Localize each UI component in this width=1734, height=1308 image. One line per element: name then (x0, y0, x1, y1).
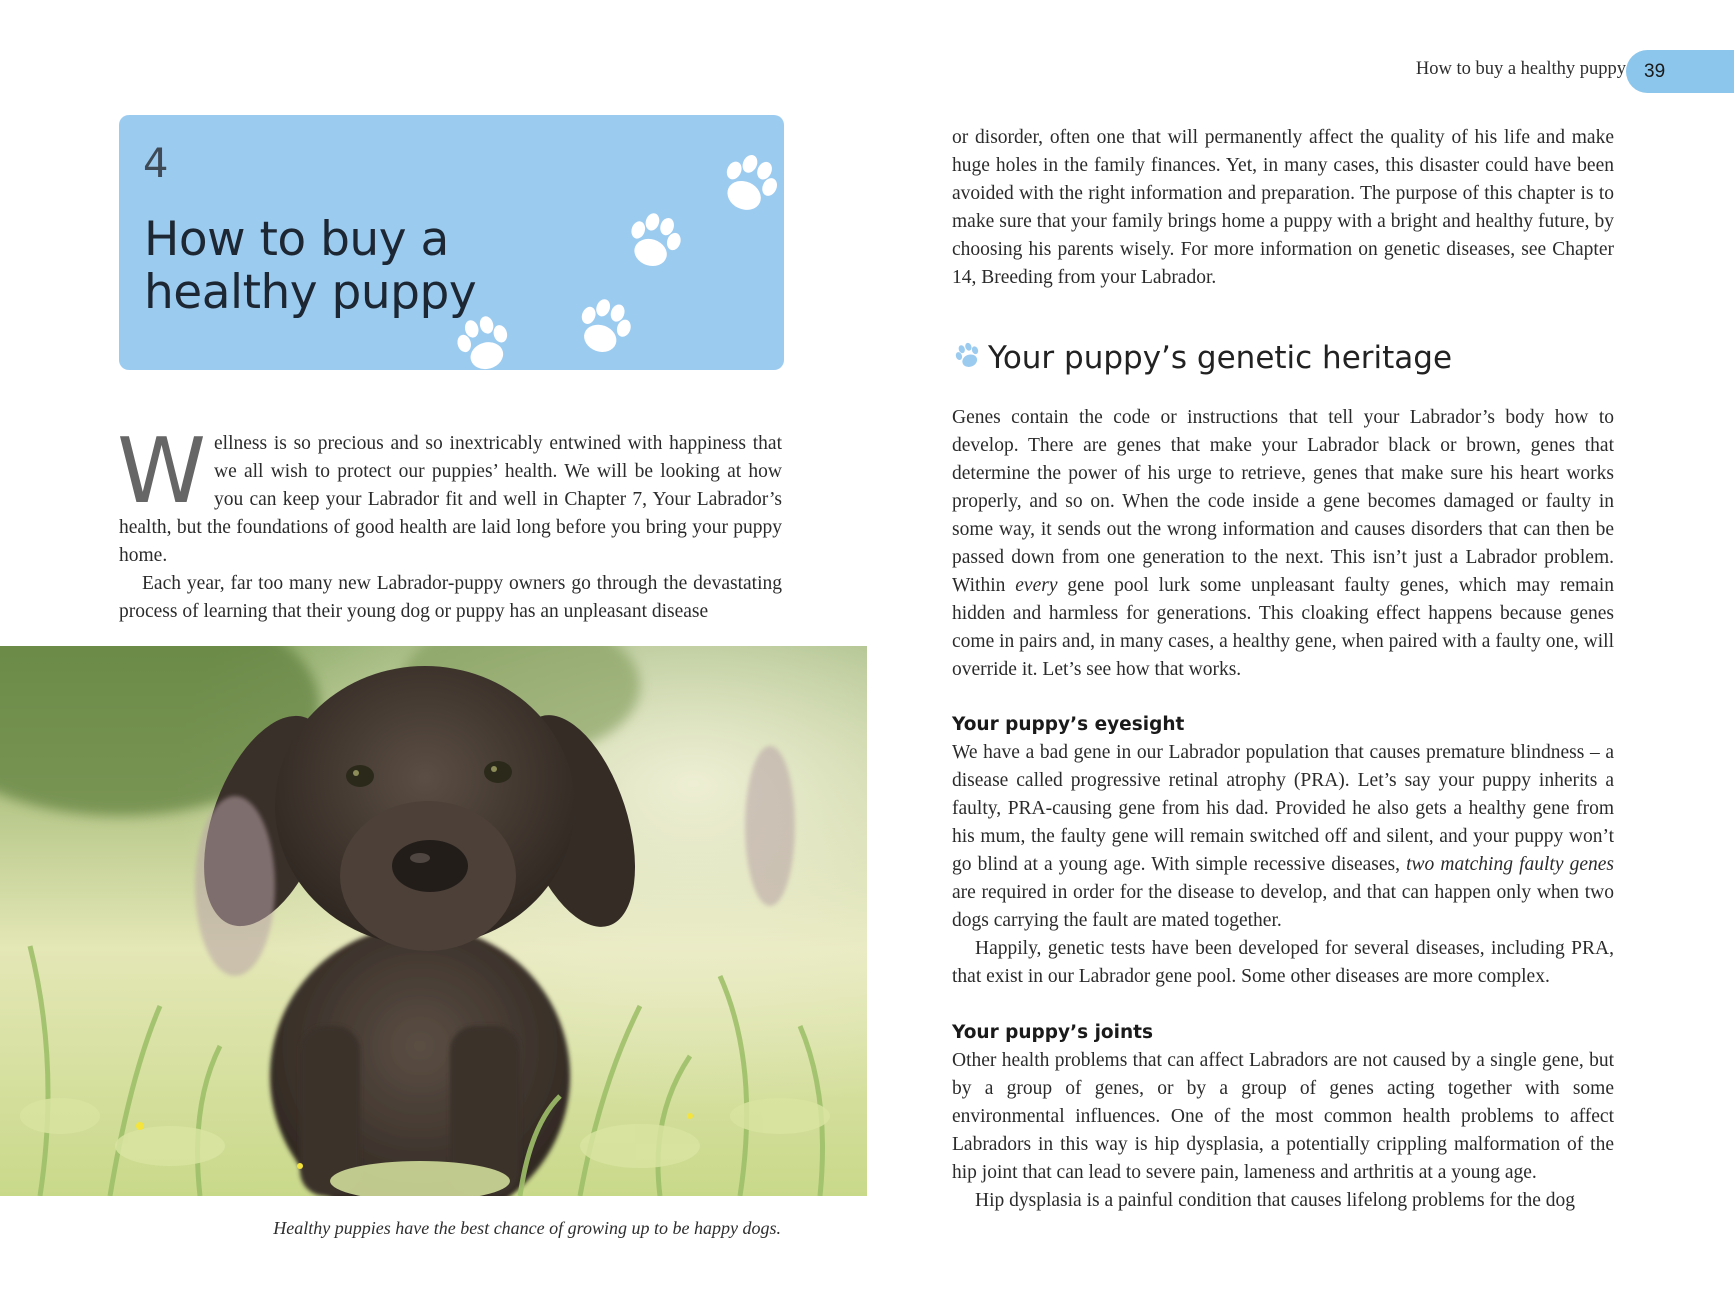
paw-print-icon (569, 293, 639, 363)
joints-section (952, 1019, 1614, 1215)
photo-caption: Healthy puppies have the best chance of growing up to be happy dogs. (273, 1218, 781, 1238)
page-number-tab: 39 (1626, 50, 1734, 93)
body-paragraph: We have a bad gene in our Labrador population that causes premature blindness – a disease called progressive retinal atrophy (PRA). Let’s say your puppy inherits a faulty, PRA-causing gene from his dad. Provided he also gets a healthy gene from his mum, the faulty gene will remain switched off and silent, and your puppy won’t go blind at a young age. With simple recessive diseases, two matching faulty genes are required in order for the disease to develop, and that can happen only when two dogs carrying the fault are mated together. (952, 742, 1614, 931)
subheading: Your puppy’s joints (952, 1022, 1153, 1043)
paw-print-icon (952, 340, 984, 372)
puppy-photo (0, 646, 867, 1196)
body-paragraph: or disorder, often one that will permanently affect the quality of his life and make huge holes in the family finances. Yet, in many cases, this disaster could have been avoided with the right information and preparation. The purpose of this chapter is to make sure that your family brings home a puppy with a bright and healthy future, by choosing his parents wisely. For more information on genetic diseases, see Chapter 14, Breeding from your Labrador. (952, 127, 1614, 288)
chapter-title-box (119, 115, 784, 370)
section-heading-text: Your puppy’s genetic heritage (988, 340, 1453, 376)
body-paragraph: Genes contain the code or instructions that tell your Labrador’s body how to develop. There are genes that make your Labrador black or brown, genes that determine the power of his urge to retrieve, genes that make sure his heart works properly, and so on. When the code inside a gene becomes damaged or faulty in some way, it sends out the wrong information and causes disorders that can then be passed down from one generation to the next. This isn’t just a Labrador problem. Within every gene pool lurk some unpleasant faulty genes, which may remain hidden and harmless for generations. This cloaking effect happens because genes come in pairs and, in many cases, a healthy gene, when paired with a faulty one, will override it. Let’s see how that works. (952, 407, 1614, 680)
genes-text (952, 404, 1614, 684)
subheading: Your puppy’s eyesight (952, 714, 1185, 735)
intro-text (952, 124, 1614, 292)
chapter-title: How to buy a healthy puppy (144, 212, 477, 320)
opening-paragraph: Wellness is so precious and so inextricably entwined with happiness that we all wish to protect our puppies’ health. We will be looking at how you can keep your Labrador fit and well in Chapter 7, Your Labrador’s health, but the foundations of good health are laid long before you bring your puppy home. (117, 419, 782, 566)
section-heading (952, 336, 1614, 380)
running-head: How to buy a healthy puppy (1415, 59, 1626, 79)
body-paragraph: Happily, genetic tests have been developed for several diseases, including PRA, that exist in our Labrador gene pool. Some other diseases are more complex. (952, 938, 1614, 987)
paw-print-icon (619, 207, 689, 277)
drop-cap: W (117, 419, 206, 524)
eyesight-section (952, 711, 1614, 991)
body-paragraph: Other health problems that can affect Labradors are not caused by a single gene, but by a group of genes, or by a group of genes acting together with some environmental influences. One of the most common health problems to affect Labradors in this way is hip dysplasia, a potentially crippling malformation of the hip joint that can lead to severe pain, lameness and arthritis at a young age. (952, 1050, 1614, 1183)
chapter-number: 4 (143, 141, 169, 187)
body-paragraph: Each year, far too many new Labrador-puppy owners go through the devastating process of learning that their young dog or puppy has an unpleasant disease (119, 573, 782, 622)
paw-print-icon (714, 150, 784, 220)
opening-text (117, 419, 782, 626)
body-paragraph: Hip dysplasia is a painful condition that causes lifelong problems for the dog (975, 1190, 1576, 1211)
paw-print-icon (449, 310, 519, 370)
